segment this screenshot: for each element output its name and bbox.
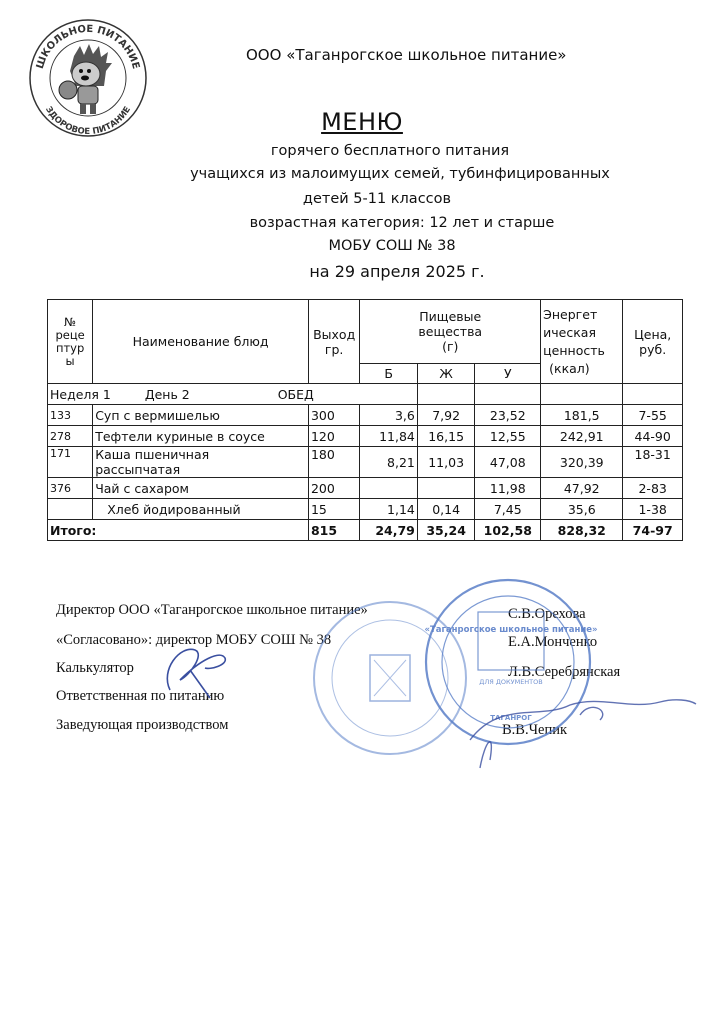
svg-text:ШКОЛЬНОЕ ПИТАНИЕ: ШКОЛЬНОЕ ПИТАНИЕ [34, 23, 142, 71]
header-price: Цена, руб. [623, 300, 683, 384]
recipe-number: 133 [48, 405, 93, 426]
production-signature [460, 680, 700, 770]
dish-name-line: Хлеб йодированный [107, 501, 241, 517]
carbs: 12,55 [475, 426, 541, 447]
calculator-signature [150, 640, 240, 700]
subtitle-line-1: горячего бесплатного питания [270, 143, 510, 159]
price: 18-31 [623, 447, 683, 478]
header-energy: Энергет ическая ценность (ккал) [541, 300, 623, 384]
dish-name-line: Чай с сахаром [95, 480, 189, 496]
day-label: День 2 [144, 386, 190, 402]
total-energy: 828,32 [541, 520, 623, 541]
calculator-role: Калькулятор [56, 660, 134, 676]
price: 1-38 [623, 499, 683, 520]
menu-row [48, 478, 683, 499]
total-protein: 24,79 [360, 520, 418, 541]
protein: 3,6 [360, 405, 418, 426]
director-name: С.В.Орехова [508, 606, 586, 622]
total-carbs: 102,58 [475, 520, 541, 541]
energy: 242,91 [541, 426, 623, 447]
menu-row [48, 447, 683, 478]
fat [417, 478, 475, 499]
fat: 11,03 [417, 447, 475, 478]
carbs: 23,52 [475, 405, 541, 426]
protein [360, 478, 418, 499]
protein: 8,21 [360, 447, 418, 478]
meal-label: ОБЕД [277, 386, 314, 402]
organization-name: ООО «Таганрогское школьное питание» [246, 46, 567, 64]
production-name: В.В.Чепик [502, 722, 568, 738]
responsible-role: Ответственная по питанию [56, 688, 225, 704]
subtitle-line-2: учащихся из малоимущих семей, тубинфицированных [190, 166, 610, 182]
total-yield: 815 [308, 520, 359, 541]
recipe-number: 376 [48, 478, 93, 499]
header-dish-name: Наименование блюд [93, 300, 309, 384]
protein: 1,14 [360, 499, 418, 520]
dish-name [93, 426, 309, 447]
energy: 35,6 [541, 499, 623, 520]
dish-name-line: рассыпчатая [95, 462, 181, 477]
yield: 200 [308, 478, 359, 499]
fat: 16,15 [417, 426, 475, 447]
dish-name-line: Тефтели куриные в соусе [95, 428, 265, 444]
protein: 11,84 [360, 426, 418, 447]
energy: 320,39 [541, 447, 623, 478]
dish-name [93, 447, 309, 478]
header-fat: Ж [417, 364, 475, 384]
header-protein: Б [360, 364, 418, 384]
carbs: 11,98 [475, 478, 541, 499]
svg-text:ЗДОРОВОЕ ПИТАНИЕ: ЗДОРОВОЕ ПИТАНИЕ [43, 104, 133, 138]
total-fat: 35,24 [417, 520, 475, 541]
subtitle-line-3: детей 5-11 классов [302, 191, 452, 207]
dish-name [93, 499, 309, 520]
fat: 0,14 [417, 499, 475, 520]
yield: 300 [308, 405, 359, 426]
header-carbs: У [475, 364, 541, 384]
week-label: Неделя 1 [50, 386, 111, 402]
dish-name [93, 405, 309, 426]
age-category: возрастная категория: 12 лет и старше [249, 215, 555, 231]
stamp-city: ТАГАНРОГ [490, 714, 532, 722]
header-recipe-number: № реце птур ы [48, 300, 93, 384]
carbs: 47,08 [475, 447, 541, 478]
price: 7-55 [623, 405, 683, 426]
dish-name-line: Каша пшеничная [95, 447, 210, 462]
recipe-number [48, 499, 93, 520]
director-role: Директор ООО «Таганрогское школьное питание» [56, 602, 368, 618]
yield: 15 [308, 499, 359, 520]
school-name: МОБУ СОШ № 38 [328, 238, 456, 254]
menu-table [47, 299, 683, 541]
menu-date: на 29 апреля 2025 г. [309, 262, 485, 281]
page-title: МЕНЮ [321, 108, 403, 136]
stamp-sub: ДЛЯ ДОКУМЕНТОВ [479, 678, 543, 686]
yield: 180 [308, 447, 359, 478]
total-row [48, 520, 683, 541]
menu-row [48, 499, 683, 520]
header-yield: Выход гр. [308, 300, 359, 384]
recipe-number: 278 [48, 426, 93, 447]
agreed-role: «Согласовано»: директор МОБУ СОШ № 38 [56, 632, 332, 648]
production-role: Заведующая производством [56, 717, 229, 733]
recipe-number: 171 [48, 447, 93, 478]
agreed-name: Е.А.Монченко [508, 634, 598, 650]
calculator-name: Л.В.Серебрянская [508, 664, 621, 680]
energy: 47,92 [541, 478, 623, 499]
stamp-company-name: «Таганрогское школьное питание» [424, 625, 598, 635]
price: 2-83 [623, 478, 683, 499]
energy: 181,5 [541, 405, 623, 426]
dish-name [93, 478, 309, 499]
header-nutrients: Пищевые вещества (г) [360, 300, 541, 364]
total-label: Итого: [48, 520, 309, 541]
total-price: 74-97 [623, 520, 683, 541]
menu-row [48, 405, 683, 426]
price: 44-90 [623, 426, 683, 447]
fat: 7,92 [417, 405, 475, 426]
yield: 120 [308, 426, 359, 447]
menu-row [48, 426, 683, 447]
dish-name-line: Суп с вермишелью [95, 407, 220, 423]
week-day-row [48, 384, 683, 405]
carbs: 7,45 [475, 499, 541, 520]
